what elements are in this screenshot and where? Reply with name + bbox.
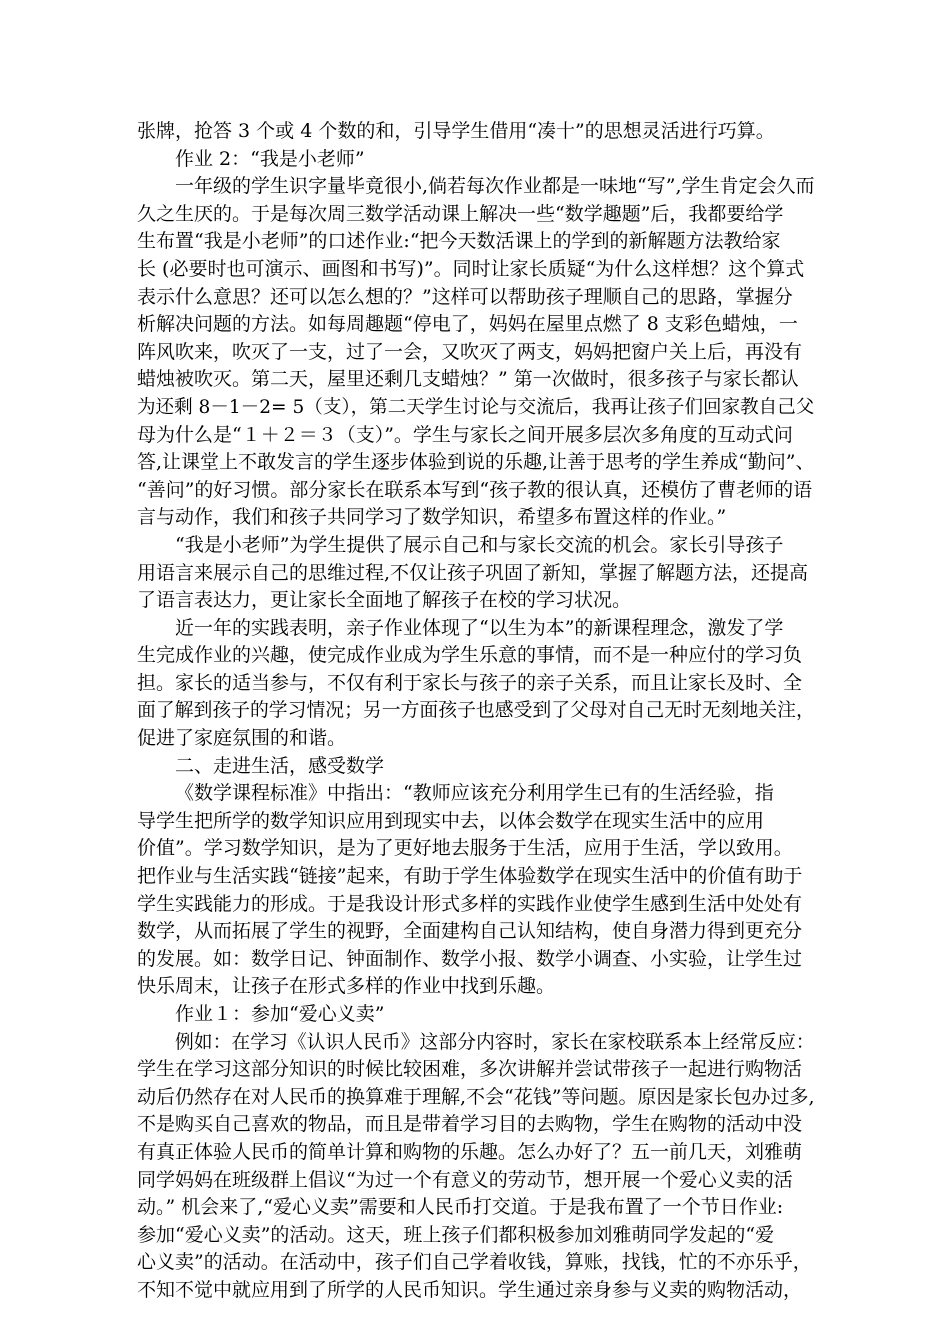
text-line: 心义卖”的活动。在活动中，孩子们自己学着收钱，算账，找钱，忙的不亦乐乎， xyxy=(137,1251,812,1274)
text-line: 把作业与生活实践“链接”起来，有助于学生体验数学在现实生活中的价值有助于 xyxy=(137,865,803,888)
text-line: 一年级的学生识字量毕竟很小,倘若每次作业都是一味地“写”,学生肯定会久而 xyxy=(175,175,815,198)
text-line: 生完成作业的兴趣，使完成作业成为学生乐意的事情，而不是一种应付的学习负 xyxy=(137,644,803,667)
document-body xyxy=(137,118,815,1305)
text-line: 张牌，抢答 3 个或 4 个数的和，引导学生借用“凑十”的思想灵活进行巧算。 xyxy=(137,120,775,142)
text-line: 阵风吹来，吹灭了一支，过了一会，又吹灭了两支，妈妈把窗户关上后，再没有 xyxy=(137,340,803,363)
text-line: 用语言来展示自己的思维过程,不仅让孩子巩固了新知，掌握了解题方法，还提高 xyxy=(137,561,809,584)
text-line: “我是小老师”为学生提供了展示自己和与家长交流的机会。家长引导孩子 xyxy=(175,533,784,556)
text-line: 答,让课堂上不敢发言的学生逐步体验到说的乐趣,让善于思考的学生养成“勤问”、 xyxy=(137,451,815,474)
text-line: “善问”的好习惯。部分家长在联系本写到“孩子教的很认真，还模仿了曹老师的语 xyxy=(137,478,813,501)
text-line: 母为什么是“１＋２＝３（支）”。学生与家长之间开展多层次多角度的互动式问 xyxy=(137,423,793,446)
text-line: 为还剩 8－1－2= 5（支），第二天学生讨论与交流后，我再让孩子们回家教自己父 xyxy=(137,396,815,418)
text-line: 促进了家庭氛围的和谐。 xyxy=(137,727,347,750)
text-line: 快乐周末，让孩子在形式多样的作业中找到乐趣。 xyxy=(137,975,556,998)
text-line: 言与动作，我们和孩子共同学习了数学知识，希望多布置这样的作业。” xyxy=(137,506,727,529)
text-line: 学生在学习这部分知识的时候比较困难，多次讲解并尝试带孩子一起进行购物活 xyxy=(137,1058,803,1081)
text-line: 不是购买自己喜欢的物品，而且是带着学习目的去购物，学生在购物的活动中没 xyxy=(137,1113,803,1136)
text-line: 导学生把所学的数学知识应用到现实中去，以体会数学在现实生活中的应用 xyxy=(137,809,765,832)
text-line: 二、走进生活，感受数学 xyxy=(175,754,385,777)
text-line: 蜡烛被吹灭。第二天，屋里还剩几支蜡烛？” 第一次做时，很多孩子与家长都认 xyxy=(137,368,799,391)
text-line: 数学，从而拓展了学生的视野，全面建构自己认知结构，使自身潜力得到更充分 xyxy=(137,920,803,943)
text-line: 有真正体验人民币的简单计算和购物的乐趣。怎么办好了？五一前几天，刘雅萌 xyxy=(137,1140,803,1163)
text-line: 担。家长的适当参与，不仅有利于家长与孩子的亲子关系，而且让家长及时、全 xyxy=(137,671,803,694)
text-line: 不知不觉中就应用到了所学的人民币知识。学生通过亲身参与义卖的购物活动， xyxy=(137,1278,803,1301)
text-line: 析解决问题的方法。如每周趣题“停电了，妈妈在屋里点燃了 8 支彩色蜡烛，一 xyxy=(137,313,798,336)
text-line: 作业１：参加“爱心义卖” xyxy=(175,1003,385,1025)
text-line: 作业 2：“我是小老师” xyxy=(175,147,365,170)
text-line: 动后仍然存在对人民币的换算难于理解,不会“花钱”等问题。原因是家长包办过多, xyxy=(137,1085,815,1108)
text-line: 例如：在学习《认识人民币》这部分内容时，家长在家校联系本上经常反应： xyxy=(175,1031,815,1053)
text-line: 参加“爱心义卖”的活动。这天，班上孩子们都积极参加刘雅萌同学发起的“爱 xyxy=(137,1223,775,1246)
text-line: 面了解到孩子的学习情况；另一方面孩子也感受到了父母对自己无时无刻地关注， xyxy=(137,700,815,722)
text-line: 价值”。学习数学知识，是为了更好地去服务于生活，应用于生活，学以致用。 xyxy=(137,837,793,860)
text-line: 动。” 机会来了,“爱心义卖”需要和人民币打交道。于是我布置了一个节日作业: xyxy=(137,1196,784,1219)
text-line: 了语言表达力，更让家长全面地了解孩子在校的学习状况。 xyxy=(137,589,632,612)
text-line: 学生实践能力的形成。于是我设计形式多样的实践作业使学生感到生活中处处有 xyxy=(137,892,803,915)
text-line: 生布置“我是小老师”的口述作业:“把今天数活课上的学到的新解题方法教给家 xyxy=(137,230,781,253)
text-line: 近一年的实践表明，亲子作业体现了“以生为本”的新课程理念，激发了学 xyxy=(175,616,784,639)
text-line: 《数学课程标准》中指出：“教师应该充分利用学生已有的生活经验，指 xyxy=(175,782,774,805)
text-line: 的发展。如：数学日记、钟面制作、数学小报、数学小调查、小实验，让学生过 xyxy=(137,947,803,970)
text-line: 同学妈妈在班级群上倡议“为过一个有意义的劳动节，想开展一个爱心义卖的活 xyxy=(137,1168,793,1191)
text-line: 表示什么意思？还可以怎么想的？”这样可以帮助孩子理顺自己的思路，掌握分 xyxy=(137,285,793,308)
text-line: 久之生厌的。于是每次周三数学活动课上解决一些“数学趣题”后，我都要给学 xyxy=(137,202,784,225)
text-line: 长 (必要时也可演示、画图和书写)”。同时让家长质疑“为什么这样想？这个算式 xyxy=(137,257,805,280)
